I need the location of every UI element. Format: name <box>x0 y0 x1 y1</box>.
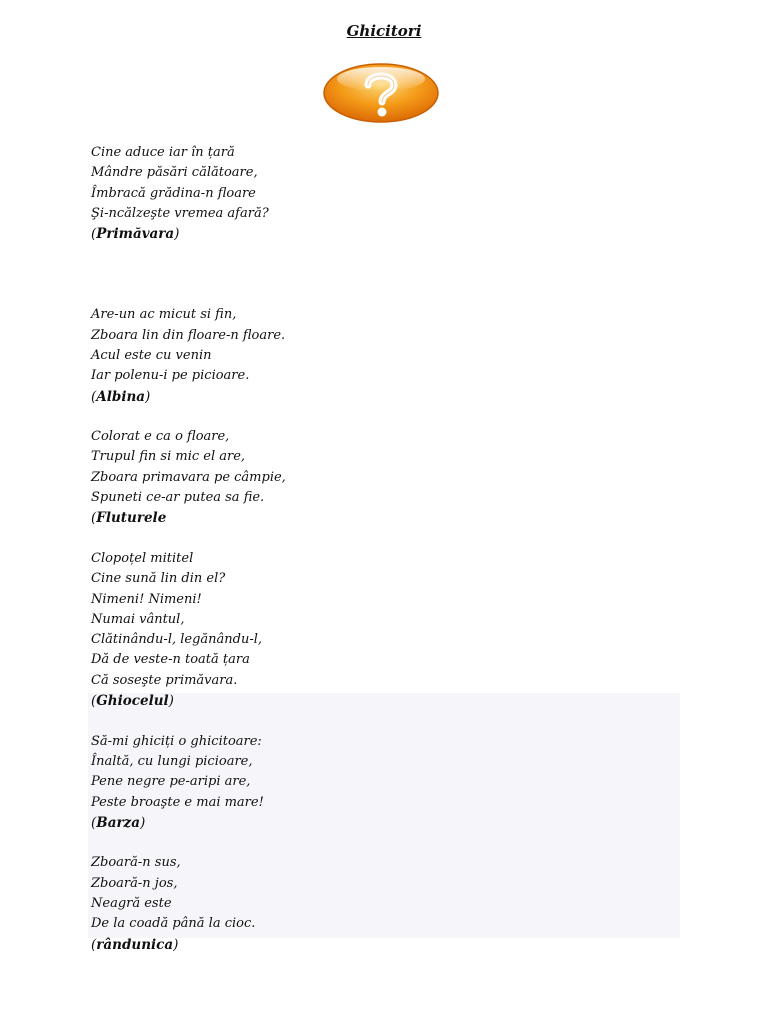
riddle-line: Spuneti ce-ar putea sa fie. <box>91 490 265 506</box>
riddle-line: Cine sună lin din el? <box>91 571 226 587</box>
riddle-line: Îmbracă grădina-n floare <box>91 185 256 201</box>
riddle-barza <box>91 732 651 833</box>
riddle-albina <box>91 305 651 406</box>
riddle-answer: (rândunica) <box>91 936 179 953</box>
riddle-line: Colorat e ca o floare, <box>91 429 230 445</box>
riddle-line: Că soseşte primăvara. <box>91 672 238 688</box>
riddle-line: Să-mi ghiciți o ghicitoare: <box>91 733 262 749</box>
riddle-line: Mândre păsări călătoare, <box>91 165 258 181</box>
riddle-line: Zboară-n jos, <box>91 875 178 891</box>
riddle-fluturele <box>91 427 651 528</box>
riddle-line: Clopoțel mititel <box>91 550 194 566</box>
question-mark-icon <box>322 62 440 124</box>
riddle-line: Peste broaşte e mai mare! <box>91 794 264 810</box>
riddle-line: Pene negre pe-aripi are, <box>91 774 251 790</box>
riddle-line: Zboara lin din floare-n floare. <box>91 327 286 343</box>
riddle-primavara <box>91 143 651 244</box>
riddle-randunica <box>91 853 651 954</box>
riddle-line: Şi-ncălzeşte vremea afară? <box>91 205 269 221</box>
riddle-answer: (Ghiocelul) <box>91 693 174 710</box>
riddle-line: Clătinându-l, legănându-l, <box>91 632 263 648</box>
riddle-line: Cine aduce iar în țară <box>91 145 235 160</box>
riddle-line: Dă de veste-n toată țara <box>91 652 250 668</box>
riddle-line: Zboara primavara pe câmpie, <box>91 469 286 485</box>
page-title: Ghicitori <box>346 22 422 40</box>
riddle-line: Zboară-n sus, <box>91 855 181 871</box>
riddle-answer: (Albina) <box>91 388 151 405</box>
riddle-line: Are-un ac micut si fin, <box>91 307 237 323</box>
riddle-line: Înaltă, cu lungi picioare, <box>91 753 253 769</box>
riddle-answer: (Fluturele <box>91 510 167 527</box>
riddle-line: Nimeni! Nimeni! <box>91 591 202 607</box>
riddle-line: De la coadă până la cioc. <box>91 916 256 932</box>
riddle-ghiocelul <box>91 549 651 711</box>
riddle-list <box>91 143 651 955</box>
riddle-line: Trupul fin si mic el are, <box>91 449 246 465</box>
riddle-answer: (Primăvara) <box>91 226 180 243</box>
riddle-line: Acul este cu venin <box>91 347 212 363</box>
riddle-line: Iar polenu-i pe picioare. <box>91 368 250 384</box>
riddle-line: Numai vântul, <box>91 611 185 627</box>
riddle-answer: (Barza) <box>91 814 146 831</box>
riddle-line: Neagră este <box>91 895 172 911</box>
